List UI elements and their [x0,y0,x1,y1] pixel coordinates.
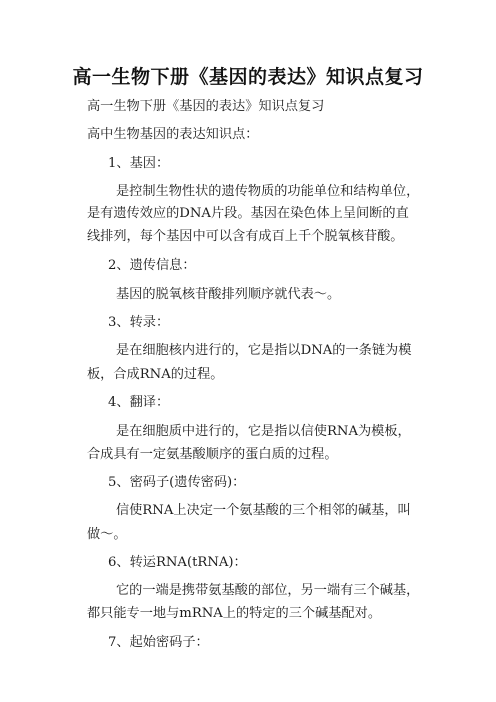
text-line: 是有遗传效应的DNA片段。基因在染色体上呈间断的直 [87,206,409,221]
text-line: 4、翻译： [108,395,170,410]
text-line: 6、转运RNA(tRNA)： [108,555,247,570]
text-line: 做～。 [87,527,127,542]
text-line: 5、密码子(遗传密码)： [108,475,246,490]
text-line: 基因的脱氧核苷酸排列顺序就代表～。 [116,287,341,302]
text-line: 是在细胞核内进行的，它是指以DNA的一条链为模 [116,343,412,358]
text-line: 都只能专一地与mRNA上的特定的三个碱基配对。 [87,606,382,621]
text-line: 7、起始密码子： [108,635,209,650]
text-line: 高一生物下册《基因的表达》知识点复习 [87,99,325,114]
text-line: 板，合成RNA的过程。 [87,367,224,382]
text-line: 信使RNA上决定一个氨基酸的三个相邻的碱基，叫 [116,503,411,518]
text-line: 高中生物基因的表达知识点： [87,127,259,142]
text-line: 2、遗传信息： [108,258,196,273]
text-line: 合成具有一定氨基酸顺序的蛋白质的过程。 [87,447,338,462]
text-line: 1、基因： [108,156,170,171]
document-title: 高一生物下册《基因的表达》知识点复习 [72,66,424,88]
text-line: 线排列，每个基因中可以含有成百上千个脱氧核苷酸。 [87,229,404,244]
text-line: 3、转录： [108,315,170,330]
text-line: 是控制生物性状的遗传物质的功能单位和结构单位， [116,184,420,199]
text-line: 它的一端是携带氨基酸的部位，另一端有三个碱基， [116,583,420,598]
text-line: 是在细胞质中进行的，它是指以信使RNA为模板， [116,424,411,439]
